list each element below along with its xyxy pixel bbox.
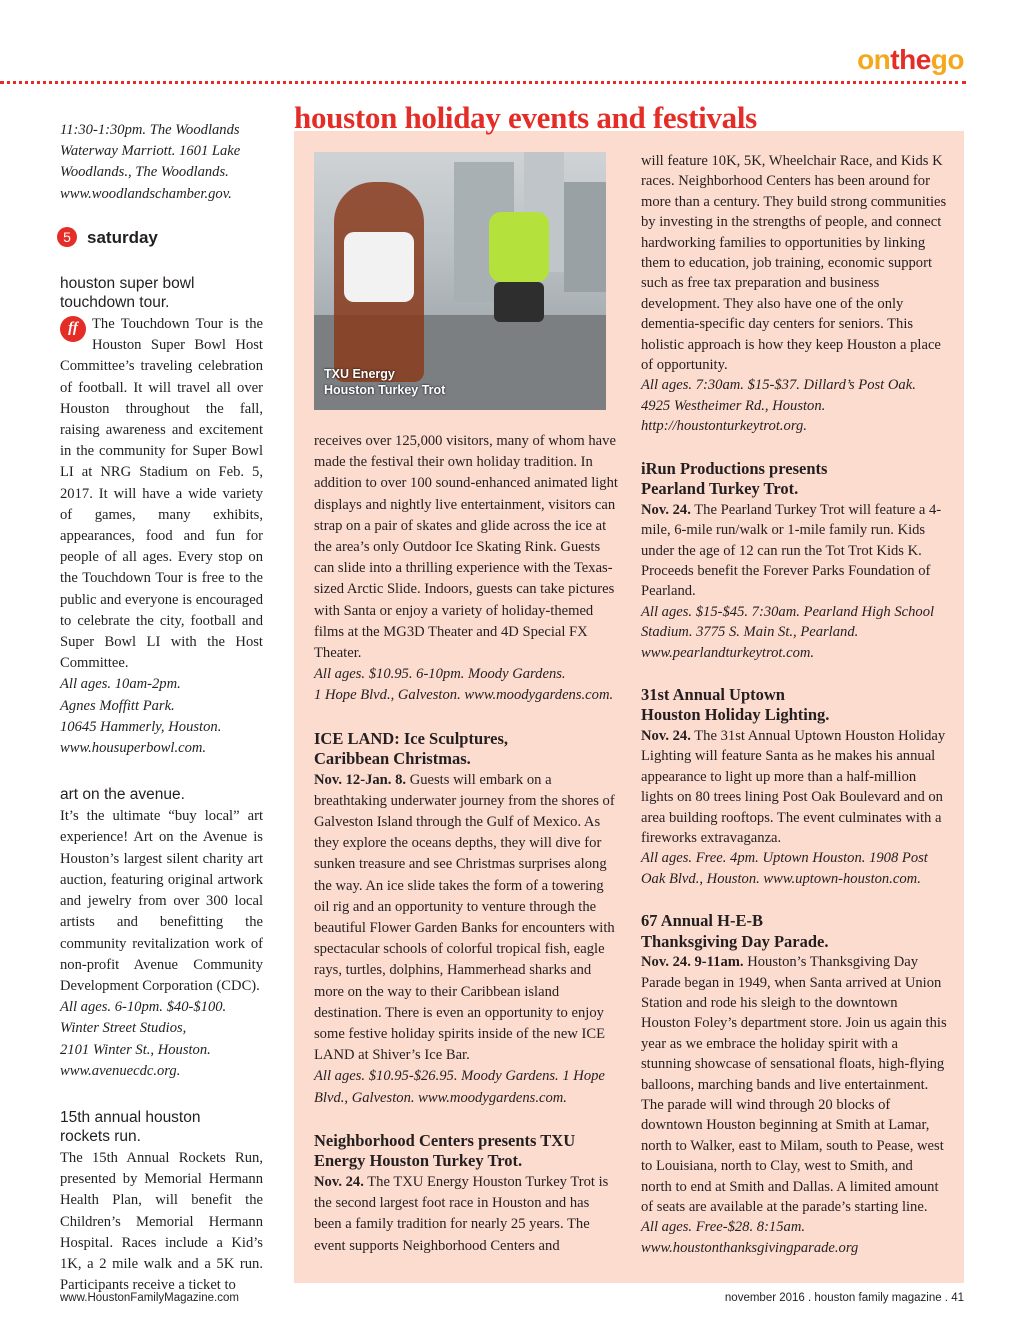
event-date: Nov. 12-Jan. 8.: [314, 771, 407, 788]
event-info-ice-land: All ages. $10.95-$26.95. Moody Gardens. 1 Hope Blvd., Galveston. www.moodygardens.com.: [314, 1068, 605, 1106]
event-info-line: www.avenuecdc.org.: [60, 1062, 181, 1079]
dotted-divider: [0, 81, 966, 84]
event-title-line: Caribbean Christmas.: [314, 749, 471, 769]
event-title-line: 67 Annual H-E-B: [641, 911, 763, 931]
day-name: saturday: [87, 227, 158, 247]
event-body-text: Guests will embark on a breathtaking underwater journey from the shores of Galveston Island through the Gulf of Mexico. As they explore the oceans depths, they will dive for sunken treasure and see Christmas surprises along the way. An ice slide takes the form of a towering oil rig and an opportunity to venture through the beautiful Flower Garden Banks for encounters with spectacular schools of colorful tropical fish, eagle rays, turtles, dolphins, Hammerhead sharks and more on the way to their Caribbean island destination. There is even an opportunity to enjoy some festive holiday spirits inside of the new ICE LAND at Shiver’s Ice Bar.: [314, 771, 615, 1064]
turkey-trot-photo: [314, 152, 606, 410]
event-title-line: 15th annual houston: [60, 1108, 201, 1126]
event-info-line: 2101 Winter St., Houston.: [60, 1041, 211, 1058]
event-title-uptown: [641, 685, 947, 726]
event-info-line: Winter Street Studios,: [60, 1020, 187, 1037]
event-date: Nov. 24.: [641, 727, 691, 744]
event-date: Nov. 24. 9-11am.: [641, 954, 744, 971]
event-info-line: All ages. $10.95. 6-10pm. Moody Gardens.: [314, 666, 566, 683]
footer-website: www.HoustonFamilyMagazine.com: [60, 1292, 239, 1304]
event-body-pearland: [641, 500, 947, 602]
brand-part-2: the: [890, 44, 931, 75]
continued-body: receives over 125,000 visitors, many of whom have made the festival their own holiday tradition. In addition to over 100 sound-enhanced animated light displays and nightly live entertainment, visitors can strap on a pair of skates and glide across the ice at the area’s only Outdoor Ice Skating Rink. Guests can slide into a thrilling experience with the Texas-sized Arctic Slide. Indoors, guests can take pictures with Santa or enjoy a variety of holiday-themed films at the MG3D Theater and 4D Special FX Theater.: [314, 433, 618, 662]
event-body-text: The Pearland Turkey Trot will feature a 4-mile, 6-mile run/walk or 1-mile family run. Kids under the age of 12 can run the Tot Trot Kids K. Proceeds benefit the Forever Parks Foundation of Pearland.: [641, 501, 942, 600]
event-body-uptown: [641, 726, 947, 848]
event-body-text: The Touchdown Tour is the Houston Super Bowl Host Committee’s traveling celebration of football. It will travel all over Houston throughout the fall, raising awareness and excitement in the community for Super Bowl LI at NRG Stadium on Feb. 5, 2017. It will have a wide variety of games, many exhibits, appearances, food and fun for people of all ages. Every stop on the Touchdown Tour is free to the public and everyone is encouraged to celebrate the city, football and Super Bowl LI with the Host Committee.: [60, 316, 263, 672]
event-info-line: Agnes Moffitt Park.: [60, 697, 175, 714]
event-title-line: rockets run.: [60, 1127, 141, 1145]
event-title-line: 31st Annual Uptown: [641, 684, 785, 704]
brand-part-1: on: [857, 44, 891, 75]
event-title-pearland: [641, 459, 947, 500]
event-body-rockets-run: The 15th Annual Rockets Run, presented by Memorial Hermann Health Plan, will benefit the Children’s Memorial Hermann Hospital. Races include a Kid’s 1K, a 2 mile walk and a 5K run. Participants receive a ticket to: [60, 1149, 263, 1294]
event-title-line: iRun Productions presents: [641, 458, 828, 478]
event-date: Nov. 24.: [641, 501, 691, 518]
family-friendly-icon: ff: [60, 316, 86, 342]
event-title-line: ICE LAND: Ice Sculptures,: [314, 728, 509, 748]
event-info-pearland: All ages. $15-$45. 7:30am. Pearland High School Stadium. 3775 S. Main St., Pearland. www.pearlandturkeytrot.com.: [641, 603, 935, 661]
intro-line-4: www.woodlandschamber.gov.: [60, 185, 232, 202]
event-body-super-bowl: [60, 314, 263, 674]
event-body-art-avenue: It’s the ultimate “buy local” art experience! Art on the Avenue is Houston’s largest silent charity art auction, featuring original artwork and jewelry from over 300 local artists and benefitting the community revitalization work of non-profit Avenue Community Development Corporation (CDC).: [60, 808, 263, 994]
event-title-line: Thanksgiving Day Parade.: [641, 931, 829, 951]
event-body-parade: [641, 952, 947, 1217]
caption-line: TXU Energy: [324, 367, 395, 381]
right-column: [641, 151, 947, 1258]
event-title-line: Pearland Turkey Trot.: [641, 479, 799, 499]
event-body-ice-land: [314, 770, 620, 1067]
event-body-text: The TXU Energy Houston Turkey Trot is the second largest foot race in Houston and has been a family tradition for nearly 25 years. The event supports Neighborhood Centers and: [314, 1173, 609, 1254]
event-body-text: Houston’s Thanksgiving Day Parade began in 1949, when Santa arrived at Union Station and rode his sleigh to the downtown Houston Foley’s department store. Join us again this year as we embrace the holiday spirit with a stunning showcase of sensational floats, high-flying balloons, marching bands and live entertainment. The parade will wind through 20 blocks of downtown Houston beginning at Smith at Lamar, north to Walker, east to Milam, south to Pease, west to Louisiana, north to Clay, west to Smith, and north to end at Smith and Dallas. A limited amount of seats are available at the parade’s starting line.: [641, 954, 947, 1216]
page-headline: houston holiday events and festivals: [294, 100, 757, 135]
event-title-art-avenue: art on the avenue.: [60, 786, 185, 804]
caption-line: Houston Turkey Trot: [324, 383, 446, 397]
left-column: [60, 120, 263, 1296]
event-info-line: http://houstonturkeytrot.org.: [641, 418, 807, 435]
day-header: [57, 227, 263, 248]
brand-part-3: go: [930, 44, 964, 75]
event-info-line: 10645 Hammerly, Houston.: [60, 718, 222, 735]
event-title-line: Energy Houston Turkey Trot.: [314, 1151, 523, 1171]
event-date: Nov. 24.: [314, 1173, 364, 1190]
intro-line-2: Waterway Marriott. 1601 Lake: [60, 143, 241, 160]
event-title-rockets-run: [60, 1108, 263, 1146]
event-title-ice-land: [314, 729, 620, 770]
event-title-line: Neighborhood Centers presents TXU: [314, 1130, 576, 1150]
continued-body: will feature 10K, 5K, Wheelchair Race, and Kids K races. Neighborhood Centers has been around for more than a century. They build strong communities by investing in the strengths of people, and connect hardworking families to opportunities by linking them to education, job training, economic support such as free tax preparation and business development. They also have one of the only dementia-specific day centers for seniors. This holistic approach is how they keep Houston a place of opportunity.: [641, 153, 947, 374]
event-info-line: All ages. Free-$28. 8:15am.: [641, 1219, 806, 1236]
footer-page-info: november 2016 . houston family magazine . 41: [724, 1292, 964, 1304]
middle-column: [314, 431, 620, 1257]
event-info-line: www.houstonthanksgivingparade.org: [641, 1239, 859, 1256]
event-body-text: The 31st Annual Uptown Houston Holiday Lighting will feature Santa as he makes his annual appearance to light up more than a half-million lights on 80 trees lining Post Oak Boulevard and on area building rooftops. The event culminates with a fireworks extravaganza.: [641, 727, 946, 846]
photo-caption: [324, 366, 445, 398]
intro-line-1: 11:30-1:30pm. The Woodlands: [60, 122, 240, 138]
event-info-uptown: All ages. Free. 4pm. Uptown Houston. 1908 Post Oak Blvd., Houston. www.uptown-houston.com.: [641, 850, 928, 887]
section-brand: [857, 44, 964, 76]
event-title-line: houston super bowl: [60, 275, 195, 293]
event-title-line: Houston Holiday Lighting.: [641, 705, 830, 725]
day-number-badge: 5: [57, 227, 77, 247]
event-info-line: All ages. 7:30am. $15-$37. Dillard’s Post Oak.: [641, 377, 916, 394]
event-title-parade: [641, 911, 947, 952]
event-body-turkey-trot: [314, 1172, 620, 1257]
event-title-turkey-trot: [314, 1131, 620, 1172]
intro-line-3: Woodlands., The Woodlands.: [60, 164, 229, 181]
event-info-line: All ages. 6-10pm. $40-$100.: [60, 999, 227, 1016]
event-info-line: 1 Hope Blvd., Galveston. www.moodygardens.com.: [314, 687, 614, 704]
event-title-super-bowl: [60, 274, 263, 312]
event-title-line: touchdown tour.: [60, 294, 170, 312]
event-info-line: All ages. 10am-2pm.: [60, 676, 181, 693]
event-info-line: www.housuperbowl.com.: [60, 740, 207, 757]
event-info-line: 4925 Westheimer Rd., Houston.: [641, 397, 826, 414]
